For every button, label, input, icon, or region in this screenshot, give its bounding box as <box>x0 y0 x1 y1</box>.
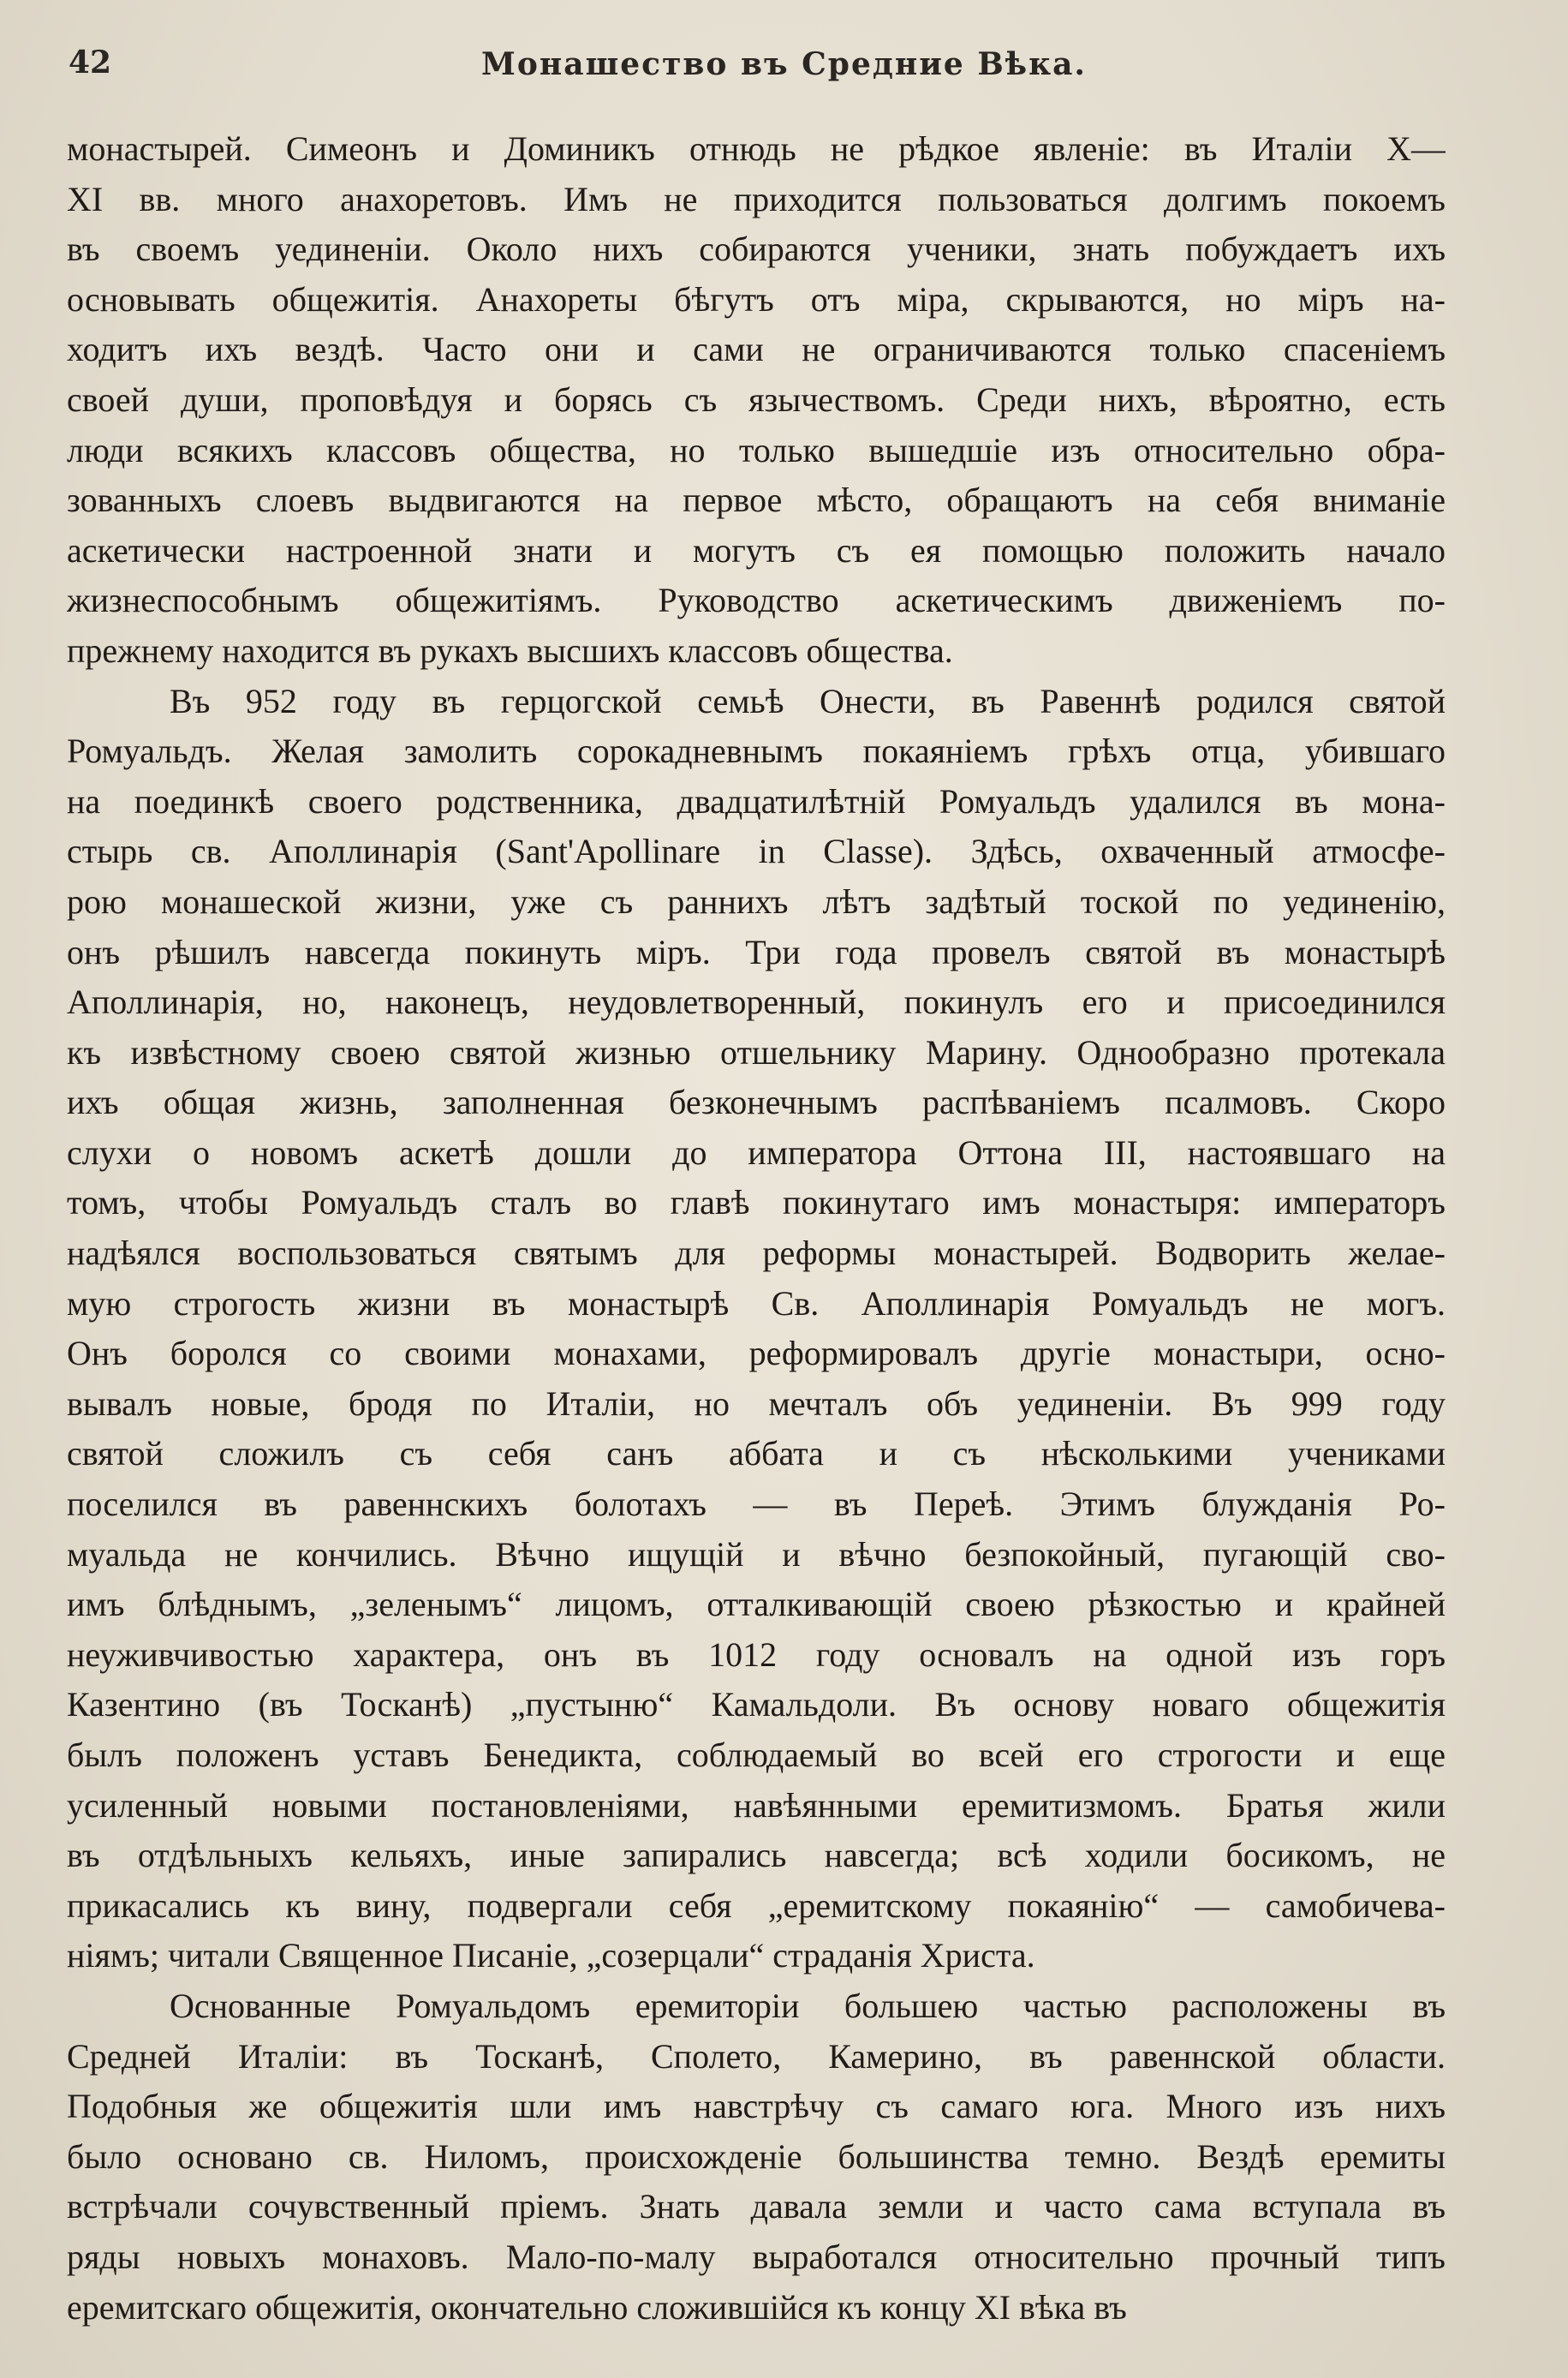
text-line: въ отдѣльныхъ кельяхъ, иные запирались навсегда; всѣ ходили босикомъ, не <box>67 1836 1446 1875</box>
text-line: на поединкѣ своего родственника, двадцатилѣтній Ромуальдъ удалился въ мона- <box>67 781 1446 821</box>
text-line: онъ рѣшилъ навсегда покинуть міръ. Три года провелъ святой въ монастырѣ <box>67 932 1446 971</box>
text-line: муальда не кончились. Вѣчно ищущій и вѣчно безпокойный, пугающій сво- <box>67 1534 1446 1574</box>
text-line: былъ положенъ уставъ Бенедикта, соблюдаемый во всей его строгости и еще <box>67 1736 1446 1774</box>
text-line: Казентино (въ Тосканѣ) „пустыню“ Камальдоли. Въ основу новаго общежитія <box>67 1685 1446 1724</box>
page-number: 42 <box>69 45 112 81</box>
text-line: зованныхъ слоевъ выдвигаются на первое мѣсто, обращаютъ на себя вниманіе <box>67 481 1446 520</box>
paragraph <box>67 677 1446 1981</box>
text-line: люди всякихъ классовъ общества, но только вышедшіе изъ относительно обра- <box>67 430 1446 469</box>
text-line: къ извѣстному своею святой жизнью отшельнику Марину. Однообразно протекала <box>67 1032 1446 1072</box>
text-line: жизнеспособнымъ общежитіямъ. Руководство аскетическимъ движеніемъ по- <box>67 581 1446 620</box>
paragraph <box>67 124 1446 677</box>
text-line: ихъ общая жизнь, заполненная безконечнымъ распѣваніемъ псалмовъ. Скоро <box>67 1083 1446 1122</box>
text-line: поселился въ равеннскихъ болотахъ — въ Переѣ. Этимъ блужданія Ро- <box>67 1485 1446 1524</box>
text-line: Онъ боролся со своими монахами, реформировалъ другіе монастыри, осно- <box>67 1334 1446 1373</box>
text-line: Въ 952 году въ герцогской семьѣ Онести, въ Равеннѣ родился святой <box>170 681 1446 720</box>
text-line: своей души, проповѣдуя и борясь съ язычествомъ. Среди нихъ, вѣроятно, есть <box>67 379 1446 419</box>
text-line: томъ, чтобы Ромуальдъ сталъ во главѣ покинутаго имъ монастыря: императоръ <box>67 1183 1446 1222</box>
body-text <box>67 124 1446 2333</box>
text-line: Основанные Ромуальдомъ еремиторіи большею частью расположены въ <box>170 1986 1446 2025</box>
text-line: святой сложилъ съ себя санъ аббата и съ нѣсколькими учениками <box>67 1434 1446 1473</box>
text-line: имъ блѣднымъ, „зеленымъ“ лицомъ, отталкивающій своею рѣзкостью и крайней <box>67 1585 1446 1624</box>
text-line: Ромуальдъ. Желая замолить сорокадневнымъ покаяніемъ грѣхъ отца, убившаго <box>67 732 1446 771</box>
text-line: вывалъ новые, бродя по Италіи, но мечталъ объ уединеніи. Въ 999 году <box>67 1383 1446 1423</box>
text-line: было основано св. Ниломъ, происхожденіе большинства темно. Вездѣ еремиты <box>67 2136 1446 2176</box>
text-line: рою монашеской жизни, уже съ раннихъ лѣтъ задѣтый тоской по уединенію, <box>67 881 1446 921</box>
text-line: Средней Италіи: въ Тосканѣ, Сполето, Камерино, въ равеннской области. <box>67 2036 1446 2076</box>
text-line: усиленный новыми постановленіями, навѣянными еремитизмомъ. Братья жили <box>67 1785 1446 1825</box>
text-line: XI вв. много анахоретовъ. Имъ не приходится пользоваться долгимъ покоемъ <box>67 179 1446 218</box>
text-line: еремитскаго общежитія, окончательно сложившійся къ концу XI вѣка въ <box>67 2287 1127 2327</box>
paragraph <box>67 1981 1446 2333</box>
text-line: основывать общежитія. Анахореты бѣгутъ отъ міра, скрываются, но міръ на- <box>67 279 1446 319</box>
text-line: встрѣчали сочувственный пріемъ. Знать давала земли и часто сама вступала въ <box>67 2187 1446 2226</box>
text-line: аскетически настроенной знати и могутъ съ ея помощью положить начало <box>67 530 1446 570</box>
text-line: слухи о новомъ аскетѣ дошли до императора Оттона III, настоявшаго на <box>67 1132 1446 1172</box>
text-line: въ своемъ уединеніи. Около нихъ собираются ученики, знать побуждаетъ ихъ <box>67 230 1446 269</box>
text-line: прежнему находится въ рукахъ высшихъ классовъ общества. <box>67 630 953 670</box>
text-line: надѣялся воспользоваться святымъ для реформы монастырей. Водворить желае- <box>67 1234 1446 1273</box>
text-line: ходитъ ихъ вездѣ. Часто они и сами не ограничиваются только спасеніемъ <box>67 330 1446 369</box>
text-line: Подобныя же общежитія шли имъ навстрѣчу съ самаго юга. Много изъ нихъ <box>67 2087 1446 2126</box>
text-line: ніямъ; читали Священное Писаніе, „созерцали“ страданія Христа. <box>67 1936 1035 1975</box>
text-line: стырь св. Аполлинарія (Sant'Apollinare in Classe). Здѣсь, охваченный атмосфе- <box>67 832 1446 871</box>
text-line: Аполлинарія, но, наконецъ, неудовлетворенный, покинулъ его и присоединился <box>67 983 1446 1022</box>
text-line: неуживчивостью характера, онъ въ 1012 году основалъ на одной изъ горъ <box>67 1634 1446 1674</box>
running-title: Монашество въ Средние Вѣка. <box>481 46 1087 82</box>
page-header <box>69 45 1499 96</box>
text-line: ряды новыхъ монаховъ. Мало-по-малу выработался относительно прочный типъ <box>67 2237 1446 2276</box>
text-line: монастырей. Симеонъ и Доминикъ отнюдь не рѣдкое явленіе: въ Италіи X— <box>67 129 1446 168</box>
text-line: прикасались къ вину, подвергали себя „еремитскому покаянію“ — самобичева- <box>67 1885 1446 1925</box>
text-line: мую строгость жизни въ монастырѣ Св. Аполлинарія Ромуальдъ не могъ. <box>67 1283 1446 1323</box>
